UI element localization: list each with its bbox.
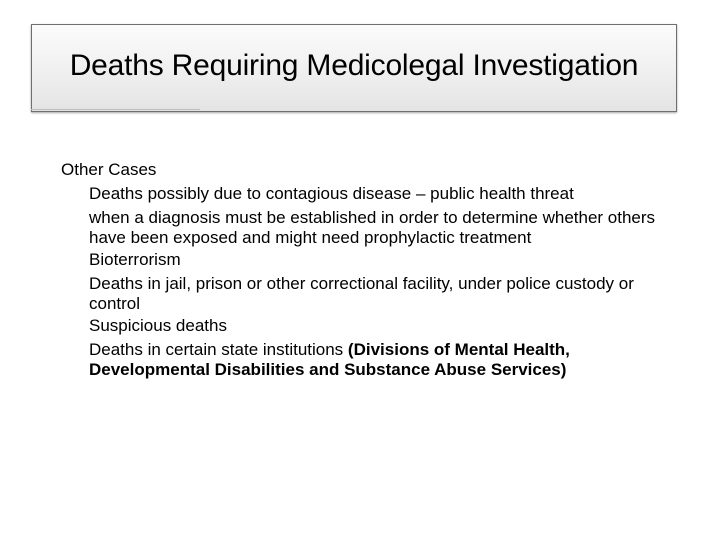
slide-body: [61, 160, 681, 382]
section-heading: Other Cases: [61, 160, 157, 179]
list-item: Bioterrorism: [89, 250, 181, 269]
list-item: [89, 340, 681, 380]
title-underline-divider: [31, 109, 200, 110]
list-item: when a diagnosis must be established in order to determine whether others have been exposed and might need prophylactic treatment: [89, 208, 656, 247]
list-item: Suspicious deaths: [89, 316, 227, 335]
title-box: [31, 24, 677, 112]
list-item-bold-text: (Divisions of Mental Health, Developmental Disabilities and Substance Abuse Services): [89, 340, 570, 379]
list-item: Deaths possibly due to contagious disease – public health threat: [89, 184, 574, 203]
list-item-text: Deaths in certain state institutions: [89, 340, 348, 359]
list-item: Deaths in jail, prison or other correctional facility, under police custody or control: [89, 274, 634, 313]
slide-title: Deaths Requiring Medicolegal Investigation: [69, 49, 639, 82]
